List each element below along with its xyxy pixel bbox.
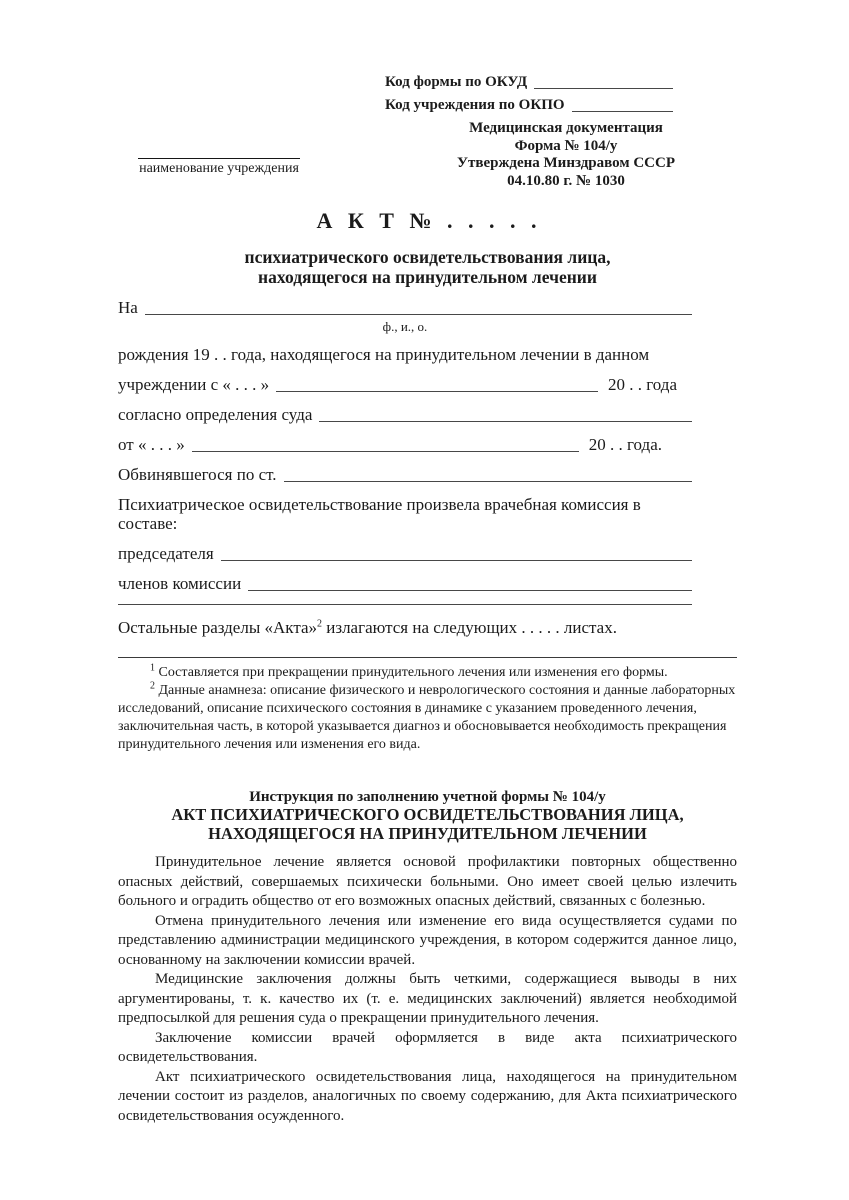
commission-line-text: Психиатрическое освидетельствование произвела врачебная комиссия в составе: bbox=[118, 495, 641, 533]
footnotes-section bbox=[118, 657, 737, 754]
admitted-since-suffix: 20 . . года bbox=[607, 375, 677, 394]
remaining-sections-post: излагаются на следующих . . . . . листах. bbox=[322, 618, 617, 637]
act-subtitle-line-2: находящегося на принудительном лечении bbox=[258, 267, 597, 287]
admitted-since-blank-line bbox=[276, 391, 598, 392]
doc-info-block bbox=[457, 120, 675, 190]
act-subtitle bbox=[118, 247, 737, 287]
instruction-paragraph-4: Заключение комиссии врачей оформляется в виде акта психиатрического освидетельствования. bbox=[118, 1029, 737, 1065]
ruling-date-blank-line bbox=[192, 451, 579, 452]
instruction-body bbox=[118, 853, 737, 1126]
footnote-1-text: Составляется при прекращении принудительного лечения или изменения его формы. bbox=[158, 665, 668, 680]
court-ruling-row bbox=[118, 405, 692, 424]
court-ruling-blank-line bbox=[319, 421, 692, 422]
ruling-date-label: от « . . . » bbox=[118, 435, 185, 454]
remaining-sections-pre: Остальные разделы «Акта» bbox=[118, 618, 318, 637]
form-section bbox=[118, 298, 737, 637]
fio-blank-line bbox=[145, 314, 692, 315]
chairman-label: председателя bbox=[118, 544, 214, 563]
accused-article-label: Обвинявшегося по ст. bbox=[118, 465, 277, 484]
institution-block bbox=[126, 158, 312, 190]
instruction-paragraph-3: Медицинские заключения должны быть четкими, содержащиеся выводы в них аргументированы, т. к. качество их (т. е. медицинских заключений) является необходимой предпосылкой для решения суда о прекращении принудительного лечения. bbox=[118, 971, 737, 1026]
fio-caption: ф., и., о. bbox=[382, 319, 428, 334]
footnote-1-marker: 1 bbox=[150, 662, 155, 674]
fio-row bbox=[118, 298, 692, 317]
instruction-heading-1: Инструкция по заполнению учетной формы № 104/у bbox=[249, 789, 606, 805]
remaining-sections-text bbox=[118, 618, 692, 637]
footnote-2-marker: 2 bbox=[150, 680, 155, 692]
birth-line-text: рождения 19 . . года, находящегося на принудительном лечении в данном bbox=[118, 345, 650, 364]
footnote-1 bbox=[118, 664, 737, 682]
extra-blank-line bbox=[118, 604, 692, 605]
instruction-heading-2: АКТ ПСИХИАТРИЧЕСКОГО ОСВИДЕТЕЛЬСТВОВАНИЯ ЛИЦА, bbox=[171, 805, 684, 824]
remaining-sections-footnote-marker: 2 bbox=[317, 618, 323, 630]
ruling-date-row bbox=[118, 435, 692, 454]
chairman-blank-line bbox=[221, 560, 692, 561]
instruction-paragraph-1: Принудительное лечение является основой профилактики повторных общественно опасных действий, совершаемых психически больными. Оно имеет своей целью излечить больного и оградить общество от его возможных опасных действий, связанных с болезнью. bbox=[118, 854, 737, 909]
fio-row-label: На bbox=[118, 298, 138, 317]
act-subtitle-line-1: психиатрического освидетельствования лица, bbox=[244, 247, 611, 267]
admitted-since-row bbox=[118, 375, 692, 394]
okpo-code-row bbox=[385, 97, 673, 114]
members-label: членов комиссии bbox=[118, 574, 242, 593]
footnote-2-text: Данные анамнеза: описание физического и неврологического состояния и данные лабораторных исследований, описание психического состояния в динамике с указанием проведенного лечения, заключительная часть, в которой указывается диагноз и обосновывается необходимость прекращения принудительного лечения или изменения его вида. bbox=[118, 683, 736, 752]
members-blank-line bbox=[248, 590, 692, 591]
header-row bbox=[118, 120, 737, 190]
footnote-2 bbox=[118, 682, 737, 754]
okpo-code-label: Код учреждения по ОКПО bbox=[385, 97, 565, 113]
chairman-row bbox=[118, 544, 692, 563]
extra-blank-line-row bbox=[118, 604, 692, 607]
act-title: А К Т № . . . . . bbox=[316, 208, 539, 233]
court-ruling-label: согласно определения суда bbox=[118, 405, 313, 424]
instruction-paragraph-5: Акт психиатрического освидетельствования лица, находящегося на принудительном лечении состоит из разделов, аналогичных по своему содержанию, для Акта психиатрического освидетельствования осужденного. bbox=[118, 1068, 737, 1124]
doc-info-line-1: Медицинская документация bbox=[469, 120, 663, 136]
members-row bbox=[118, 574, 692, 593]
admitted-since-label: учреждении с « . . . » bbox=[118, 375, 270, 394]
institution-name-blank-line bbox=[138, 158, 300, 159]
okud-code-label: Код формы по ОКУД bbox=[385, 74, 528, 90]
footnote-separator-line bbox=[118, 657, 737, 658]
okpo-code-blank-line bbox=[572, 111, 673, 112]
accused-article-row bbox=[118, 465, 692, 484]
okud-code-blank-line bbox=[534, 88, 673, 89]
ruling-date-suffix: 20 . . года. bbox=[588, 435, 662, 454]
institution-caption: наименование учреждения bbox=[139, 161, 299, 176]
instruction-paragraph-2: Отмена принудительного лечения или изменение его вида осуществляется судами по представлению администрации медицинского учреждения, в котором содержится данное лицо, основанному на заключении комиссии врачей. bbox=[118, 912, 737, 968]
doc-info-line-2: Форма № 104/у bbox=[514, 137, 618, 154]
instruction-heading-3: НАХОДЯЩЕГОСЯ НА ПРИНУДИТЕЛЬНОМ ЛЕЧЕНИИ bbox=[208, 823, 647, 843]
header-codes bbox=[385, 74, 673, 114]
instruction-section bbox=[118, 788, 737, 1126]
okud-code-row bbox=[385, 74, 673, 91]
doc-info-line-3: Утверждена Минздравом СССР bbox=[457, 155, 675, 171]
accused-article-blank-line bbox=[284, 481, 692, 482]
doc-info-line-4: 04.10.80 г. № 1030 bbox=[507, 172, 625, 189]
